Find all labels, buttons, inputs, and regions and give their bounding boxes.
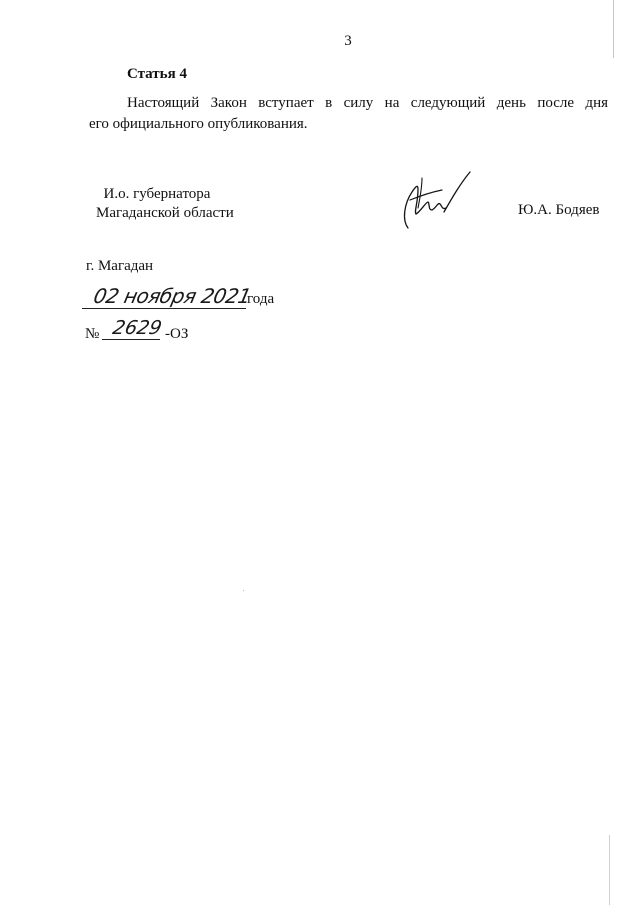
handwritten-law-number: 2629	[110, 317, 164, 339]
enactment-city: г. Магадан	[86, 258, 154, 274]
handwritten-signature	[388, 168, 478, 234]
article-paragraph-line2: его официального опубликования.	[89, 116, 308, 132]
signer-position-line2: Магаданской области	[96, 205, 234, 221]
page-number: 3	[344, 33, 352, 49]
signer-name: Ю.А. Бодяев	[518, 202, 600, 218]
signer-position-line1: И.о. губернатора	[103, 186, 211, 202]
scan-speck	[243, 590, 244, 591]
scan-edge	[609, 835, 610, 905]
handwritten-date: 02 ноября 2021	[91, 284, 254, 308]
law-number-suffix: -ОЗ	[165, 326, 189, 342]
date-suffix: года	[247, 291, 275, 307]
enactment-date-line	[82, 284, 254, 309]
law-number-line	[102, 317, 164, 340]
article-paragraph-line1: Настоящий Закон вступает в силу на следующий день после дня	[127, 95, 608, 111]
number-sign: №	[85, 326, 100, 342]
article-heading: Статья 4	[127, 66, 187, 82]
signer-position	[96, 185, 234, 223]
